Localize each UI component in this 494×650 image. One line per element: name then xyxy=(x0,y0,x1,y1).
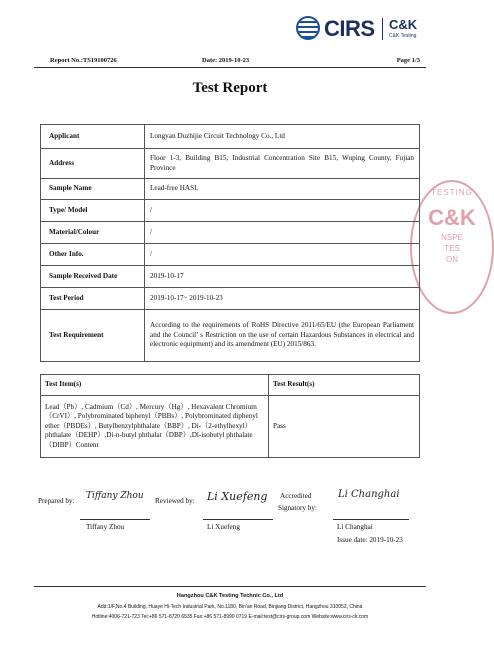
row-label: Material/Colour xyxy=(41,222,145,244)
table-row xyxy=(41,149,420,179)
row-label: Sample Received Date xyxy=(41,266,145,288)
table-row xyxy=(41,125,420,149)
prepared-by-signature: Tiffany Zhou xyxy=(86,491,144,501)
row-label: Applicant xyxy=(41,125,145,149)
stamp-line-1: NSPE xyxy=(441,233,463,242)
row-value: / xyxy=(145,222,420,244)
accredited-label-2: Signatory by: xyxy=(278,504,317,512)
results-table xyxy=(40,374,420,458)
page-number: Page 1/3 xyxy=(396,57,420,64)
accredited-name: Li Changhai xyxy=(337,523,373,531)
reviewed-by-label: Reviewed by: xyxy=(155,497,195,505)
row-label: Sample Name xyxy=(41,179,145,200)
row-value: Lead-free HASL xyxy=(145,179,420,200)
report-date: Date: 2019-10-23 xyxy=(202,57,250,64)
row-value: 2019-10-17 xyxy=(145,266,420,288)
column-header-items: Test Item(s) xyxy=(41,375,269,396)
logo-ck: C&K xyxy=(389,17,418,32)
accredited-line xyxy=(333,519,409,520)
table-row xyxy=(41,244,420,266)
logo-divider xyxy=(382,18,383,40)
column-header-results: Test Result(s) xyxy=(269,375,420,396)
table-row xyxy=(41,310,420,362)
stamp-line-3: ON xyxy=(446,255,458,264)
table-row xyxy=(41,266,420,288)
stamp-mid-text: C&K xyxy=(428,205,476,230)
table-row xyxy=(41,222,420,244)
row-value: / xyxy=(145,244,420,266)
logo-ck-sub: C&K Testing xyxy=(389,33,417,39)
row-value: 2019-10-17~ 2019-10-23 xyxy=(145,288,420,310)
row-label: Address xyxy=(41,149,145,179)
info-table xyxy=(40,124,420,362)
row-value: Longyan Duzhijie Circuit Technology Co., Ltd xyxy=(145,125,420,149)
table-row xyxy=(41,288,420,310)
page-title: Test Report xyxy=(192,80,268,96)
report-number: Report No.:TS19100726 xyxy=(50,57,117,64)
row-label: Test Period xyxy=(41,288,145,310)
prepared-by-name: Tiffany Zhou xyxy=(86,523,125,531)
company-logo xyxy=(296,14,446,46)
table-row xyxy=(41,179,420,200)
row-label: Other Info. xyxy=(41,244,145,266)
header-divider xyxy=(34,67,426,68)
logo-brand: CIRS xyxy=(324,16,375,41)
footer-address: Add:1/F,No.4 Building, Huaye Hi-Tech Industrial Park, No.1180, Bin'an Road, Binjiang District, Hangzhou 310052, China xyxy=(97,604,363,610)
table-header-row xyxy=(41,375,420,396)
test-result-cell: Pass xyxy=(269,396,420,458)
issue-date: Issue date: 2019-10-23 xyxy=(337,536,403,544)
globe-icon xyxy=(296,16,320,40)
stamp-line-2: TES xyxy=(444,244,460,253)
footer-divider xyxy=(34,586,426,587)
table-row xyxy=(41,396,420,458)
row-value: According to the requirements of RoHS Directive 2011/65/EU (the European Parliament and the Council’ s Restriction on the use of certain Hazardous Substances in electrical and electronic equipment) and its amendment (EU) 2015/863. xyxy=(145,310,420,362)
reviewed-by-signature: Li Xuefeng xyxy=(207,490,268,503)
footer-contact: Hotline:4006-721-723 Tel:+86 571-8720 6535 Fax:+86 571-8990 0719 E-mail:test@cirs-group.com Website:www.cirs-ck.com xyxy=(91,614,369,620)
test-items-cell: Lead（Pb）, Cadmium（Cd）, Mercury（Hg）, Hexavalent Chromium（CrVI）, Polybrominated biphenyl（PBBs）, Polybrominated diphenyl ether（PBDEs）, Butylbenzylphthalate（BBP）, Di-（2-ethylhexyl）phthalate（DEHP）,Di-n-butyl phthalat（DBP）,Di-isobutyl phthalate（DIBP）Content xyxy=(41,396,269,458)
accredited-signature: Li Changhai xyxy=(338,489,400,500)
row-value: Floor 1-3, Building B15, Industrial Concentration Site B15, Wuping County, Fujian Province xyxy=(145,149,420,179)
table-row xyxy=(41,200,420,222)
prepared-by-line xyxy=(80,519,150,520)
accredited-label-1: Accredited xyxy=(280,492,312,500)
row-label: Test Requirement xyxy=(41,310,145,362)
row-label: Type/ Model xyxy=(41,200,145,222)
prepared-by-label: Prepared by: xyxy=(38,497,75,505)
stamp-top-text: TESTING xyxy=(431,188,473,197)
reviewed-by-line xyxy=(203,519,273,520)
inspection-stamp xyxy=(410,180,494,314)
reviewed-by-name: Li Xuefeng xyxy=(207,523,240,531)
footer-company: Hangzhou C&K Testing Technic Co., Ltd xyxy=(176,593,284,599)
row-value: / xyxy=(145,200,420,222)
